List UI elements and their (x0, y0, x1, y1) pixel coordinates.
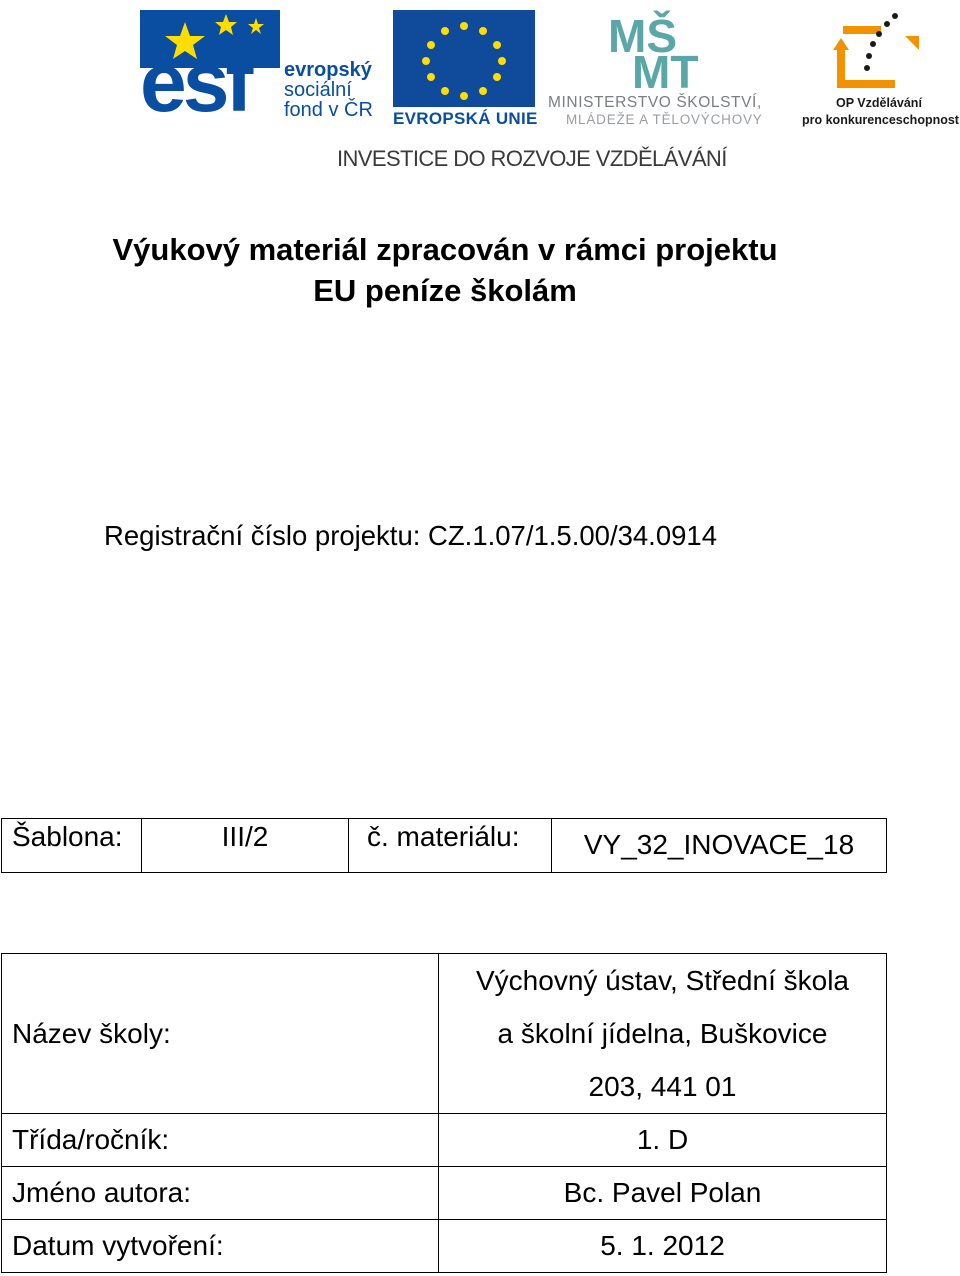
author-label-cell (2, 1167, 439, 1220)
eu-flag-icon (393, 10, 535, 107)
school-line1: Výchovný ústav, Střední škola (476, 965, 849, 996)
document-title-line1: Výukový materiál zpracován v rámci projektu (112, 232, 778, 267)
esf-line3: fond v ČR (284, 99, 373, 121)
msmt-logo-icon (606, 8, 728, 88)
sablona-label: Šablona: (12, 821, 123, 852)
material-value: VY_32_INOVACE_18 (583, 829, 855, 860)
class-label-cell (2, 1114, 439, 1167)
class-value-cell (439, 1114, 887, 1167)
esf-wordmark: esf (140, 35, 250, 129)
school-label: Název školy: (12, 1017, 171, 1049)
esf-line2: sociální (284, 79, 352, 101)
material-label-cell (349, 819, 552, 873)
school-line2: a školní jídelna, Buškovice (497, 1018, 828, 1049)
document-title-line2: EU peníze školám (313, 273, 577, 308)
school-line3: 203, 441 01 (588, 1071, 737, 1102)
material-value-cell (552, 819, 887, 873)
eu-label: EVROPSKÁ UNIE (393, 109, 538, 128)
op-line1: OP Vzdělávání (836, 96, 922, 110)
date-label-cell (2, 1220, 439, 1273)
class-value: 1. D (636, 1124, 689, 1155)
esf-line1: evropský (284, 59, 372, 81)
svg-text:MT: MT (632, 46, 699, 88)
table-row (2, 1220, 887, 1273)
school-value-cell (439, 954, 887, 1114)
sablona-value-cell (142, 819, 349, 873)
msmt-line1: MINISTERSTVO ŠKOLSTVÍ, (548, 94, 762, 111)
template-table (1, 818, 887, 873)
table-row (2, 1114, 887, 1167)
msmt-line2: MLÁDEŽE A TĚLOVÝCHOVY (566, 112, 763, 127)
table-row (2, 954, 887, 1114)
author-value-cell (439, 1167, 887, 1220)
op-logo-icon (833, 10, 929, 94)
class-label: Třída/ročník: (12, 1124, 170, 1155)
esf-text (284, 60, 373, 120)
investice-banner: INVESTICE DO ROZVOJE VZDĚLÁVÁNÍ (337, 146, 727, 171)
date-value-cell (439, 1220, 887, 1273)
svg-text:MŠ: MŠ (608, 10, 677, 62)
op-line2: pro konkurenceschopnost (802, 113, 959, 127)
info-table (1, 953, 887, 1273)
table-row (2, 1167, 887, 1220)
sablona-label-cell (2, 819, 142, 873)
author-value: Bc. Pavel Polan (563, 1177, 762, 1208)
school-label-cell (2, 954, 439, 1114)
sablona-value: III/2 (221, 821, 269, 852)
date-value: 5. 1. 2012 (600, 1230, 725, 1261)
material-label: č. materiálu: (367, 821, 520, 852)
registration-number: Registrační číslo projektu: CZ.1.07/1.5.00/34.0914 (104, 520, 717, 551)
author-label: Jméno autora: (12, 1177, 191, 1208)
date-label: Datum vytvoření: (12, 1230, 224, 1261)
